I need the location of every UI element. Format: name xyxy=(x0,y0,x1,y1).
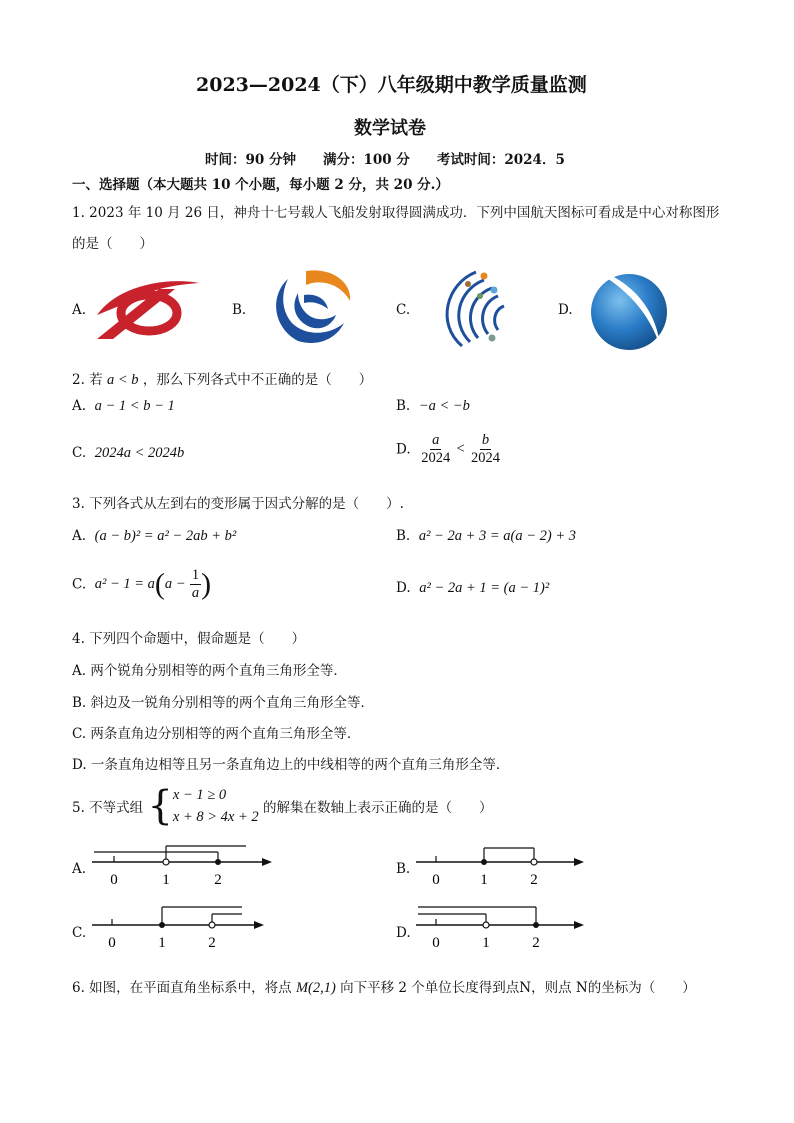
q4-option-b: B. 斜边及一锐角分别相等的两个直角三角形全等． xyxy=(72,695,375,711)
q5-c-tick-0: 0 xyxy=(108,935,116,951)
q3-option-c-paren-close: ) xyxy=(201,567,212,601)
q2-option-d-label: D. xyxy=(396,441,411,458)
q3-option-a-expr: (a − b)² = a² − 2ab + b² xyxy=(94,528,237,544)
q2-option-b-label: B. xyxy=(396,398,411,414)
q5-inequality-2: x + 8 > 4x + 2 xyxy=(172,809,259,825)
q5-system-brace: { xyxy=(147,783,173,829)
q6-stem-post: 向下平移 2 个单位长度得到点N，则点 N的坐标为（ ） xyxy=(340,980,696,996)
q5-option-c-numberline xyxy=(90,901,270,957)
q2-option-a-expr: a − 1 < b − 1 xyxy=(94,398,175,414)
q4-stem: 4. 下列四个命题中，假命题是（ ） xyxy=(72,631,306,647)
q2-stem-math: a < b xyxy=(106,372,139,388)
q1-stem-line1: 1. 2023 年 10 月 26 日，神舟十七号载人飞船发射取得圆满成功．下列中国航天图标可看成是中心对称图形 xyxy=(72,205,720,221)
q1-option-d-label: D. xyxy=(558,302,573,318)
q2-option-c xyxy=(72,445,184,462)
q2-option-d-num-left: a xyxy=(432,432,440,448)
q5-d-tick-0: 0 xyxy=(432,935,440,951)
q2-option-c-label: C. xyxy=(72,445,87,461)
q4-option-c: C. 两条直角边分别相等的两个直角三角形全等． xyxy=(72,726,361,742)
exam-title: 2023—2024（下）八年级期中教学质量监测 xyxy=(196,74,587,96)
q2-option-d-frac-left xyxy=(419,432,452,467)
q3-option-b-expr: a² − 2a + 3 = a(a − 2) + 3 xyxy=(418,528,576,544)
q4-option-a: A. 两个锐角分别相等的两个直角三角形全等． xyxy=(72,663,347,679)
q2-option-d-op: < xyxy=(456,441,465,457)
q1-stem-line2: 的是（ ） xyxy=(72,236,153,252)
q3-option-c-pre: a² − 1 = a xyxy=(94,576,155,592)
q5-option-d-numberline xyxy=(414,901,589,957)
q2-option-a-label: A. xyxy=(72,398,87,414)
q5-system xyxy=(173,784,259,828)
q2-option-d xyxy=(396,432,502,467)
q1-option-c-label: C. xyxy=(396,302,411,318)
q3-stem: 3. 下列各式从左到右的变形属于因式分解的是（ ）. xyxy=(72,496,404,512)
q3-option-d-expr: a² − 2a + 1 = (a − 1)² xyxy=(419,580,550,596)
q5-c-tick-1: 1 xyxy=(158,935,166,951)
q2-option-d-den-right: 2024 xyxy=(471,450,501,466)
exam-meta: 时间：90 分钟 满分：100 分 考试时间：2024．5 xyxy=(205,152,565,168)
q3-option-d-label: D. xyxy=(396,580,411,596)
q5-option-a-numberline xyxy=(90,838,275,894)
q5-option-c-label: C. xyxy=(72,925,87,941)
q3-option-c-paren-open: ( xyxy=(154,567,165,601)
q4-option-d: D. 一条直角边相等且另一条直角边上的中线相等的两个直角三角形全等． xyxy=(72,757,510,773)
q5-b-tick-2: 2 xyxy=(530,872,538,888)
subject-title: 数学试卷 xyxy=(354,118,426,139)
q5-option-d-label: D. xyxy=(396,925,411,941)
q3-option-a-label: A. xyxy=(72,528,87,544)
q1-option-d-logo xyxy=(586,266,672,356)
q5-b-tick-1: 1 xyxy=(480,872,488,888)
q3-option-c-inner: a − xyxy=(164,576,186,592)
q5-a-tick-0: 0 xyxy=(110,872,118,888)
q2-stem xyxy=(72,368,372,389)
q1-option-b-label: B. xyxy=(232,302,247,318)
q1-option-a-logo xyxy=(93,275,203,349)
q2-option-d-den-left: 2024 xyxy=(421,450,451,466)
q5-d-tick-1: 1 xyxy=(482,935,490,951)
q3-option-c-den: a xyxy=(191,585,200,601)
q5-b-tick-0: 0 xyxy=(432,872,440,888)
q5-option-b-label: B. xyxy=(396,861,411,877)
q2-option-b xyxy=(396,398,470,415)
q5-a-tick-2: 2 xyxy=(214,872,222,888)
q5-stem-post: 的解集在数轴上表示正确的是（ ） xyxy=(262,800,493,816)
q3-option-c-frac xyxy=(190,567,201,602)
q3-option-a xyxy=(72,528,236,545)
q5-option-b-numberline xyxy=(414,838,589,894)
q2-option-d-num-right: b xyxy=(481,432,490,448)
q6-stem-pre: 6. 如图，在平面直角坐标系中，将点 xyxy=(72,980,292,996)
q1-option-b-logo xyxy=(268,265,354,351)
q5-a-tick-1: 1 xyxy=(162,872,170,888)
q2-stem-post: ，那么下列各式中不正确的是（ ） xyxy=(142,372,373,388)
q5-c-tick-2: 2 xyxy=(208,935,216,951)
q5-option-a-label: A. xyxy=(72,861,87,877)
q2-option-c-expr: 2024a < 2024b xyxy=(94,445,185,461)
q3-option-c xyxy=(72,567,211,602)
q2-stem-pre: 2. 若 xyxy=(72,372,103,388)
q2-option-b-expr: −a < −b xyxy=(418,398,470,414)
q6-stem xyxy=(72,976,696,997)
q2-option-a xyxy=(72,398,175,415)
q6-point: M(2,1) xyxy=(295,980,336,996)
q1-option-c-logo xyxy=(432,266,522,356)
q3-option-b xyxy=(396,528,576,545)
q5-stem xyxy=(72,784,492,828)
q1-option-a-label: A. xyxy=(72,302,87,318)
q5-stem-pre: 5. 不等式组 xyxy=(72,800,144,816)
q3-option-d xyxy=(396,580,549,597)
q3-option-c-label: C. xyxy=(72,576,87,593)
q5-inequality-1: x − 1 ≥ 0 xyxy=(172,787,227,803)
q3-option-b-label: B. xyxy=(396,528,411,544)
section-heading: 一、选择题（本大题共 10 个小题，每小题 2 分，共 20 分.） xyxy=(72,177,449,193)
q2-option-d-frac-right xyxy=(469,432,502,467)
q5-d-tick-2: 2 xyxy=(532,935,540,951)
q3-option-c-num: 1 xyxy=(191,567,200,583)
